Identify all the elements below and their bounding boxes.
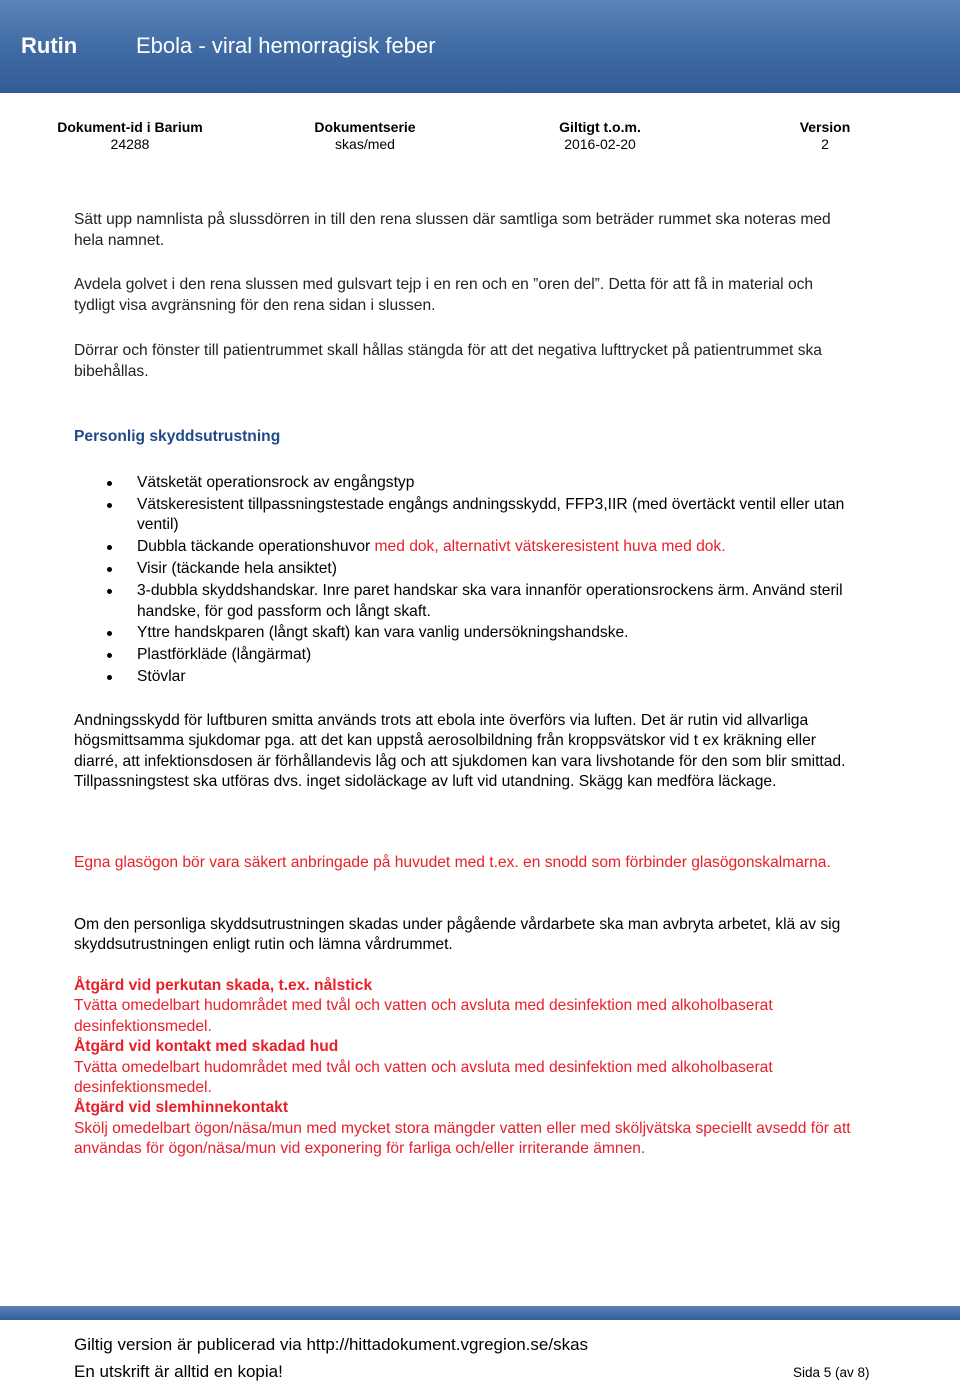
paragraph-namelist: Sätt upp namnlista på slussdörren in till den rena slussen där samtliga som beträder rummet ska noteras med hela namnet. xyxy=(74,211,831,249)
list-item-text: Visir (täckande hela ansiktet) xyxy=(137,560,337,578)
list-item-text: Plastförkläde (långärmat) xyxy=(137,646,312,664)
list-item xyxy=(74,667,874,688)
paragraph-floor-marking: Avdela golvet i den rena slussen med gulsvart tejp i en ren och en ”oren del”. Detta för att få in material och tydligt visa avgränsning för den rena sidan i slussen. xyxy=(74,276,814,314)
doc-type-label: Rutin xyxy=(21,33,78,58)
meta-document-series xyxy=(300,119,430,153)
list-item xyxy=(74,495,874,536)
meta-version xyxy=(780,119,870,153)
meta-label: Version xyxy=(799,119,851,135)
action-text: Tvätta omedelbart hudområdet med tvål och vatten och avsluta med desinfektion med alkoholbaserat desinfektionsmedel. xyxy=(74,1058,773,1097)
fit-test-text: Tillpassningstest ska utföras dvs. inget sidoläckage av luft vid utandning. Skägg kan medföra läckage. xyxy=(74,773,777,791)
page-number: Sida 5 (av 8) xyxy=(793,1365,870,1380)
actions-section xyxy=(74,976,854,1160)
ppe-list xyxy=(74,473,874,689)
action-text: Skölj omedelbart ögon/näsa/mun med mycket stora mängder vatten eller med sköljvätska speciellt avsedd för att användas för ögon/näsa/mun vid exponering för farliga och/eller irriterande ämnen. xyxy=(74,1119,851,1158)
meta-document-id xyxy=(55,119,205,153)
action-text: Tvätta omedelbart hudområdet med tvål och vatten och avsluta med desinfektion med alkoholbaserat desinfektionsmedel. xyxy=(74,997,773,1035)
list-item xyxy=(74,581,874,622)
meta-label: Dokument-id i Barium xyxy=(57,119,203,135)
damage-paragraph: Om den personliga skyddsutrustningen skadas under pågående vårdarbete ska man avbryta arbetet, klä av sig skyddsutrustningen enligt rutin och lämna vårdrummet. xyxy=(74,916,841,954)
respirator-text: Andningsskydd för luftburen smitta används trots att ebola inte överförs via luften. Det är rutin vid allvarliga högsmittsamma sjukdomar pga. att det kan uppstå aerosolbildning från kroppsvätskor vid t ex kräkning eller diarré, att infektionsdosen är förhållandevis låg och att sjukdomen kan vara livshotande för den som blir smittad. xyxy=(74,712,846,770)
list-item-text: Vätskeresistent tillpassningstestade engångs andningsskydd, FFP3,IIR (med övertäckt ventil eller utan ventil) xyxy=(137,495,845,534)
paragraph-doors-windows: Dörrar och fönster till patientrummet skall hållas stängda för att det negativa lufttrycket på patientrummet ska bibehållas. xyxy=(74,342,822,380)
footer-bar xyxy=(0,1306,960,1320)
action-title: Åtgärd vid perkutan skada, t.ex. nålstick xyxy=(74,977,373,994)
meta-valid-until xyxy=(545,119,655,153)
list-item xyxy=(74,645,874,666)
action-title: Åtgärd vid kontakt med skadad hud xyxy=(74,1038,339,1056)
list-item-text: 3-dubbla skyddshandskar. Inre paret handskar ska vara innanför operationsrockens ärm. Använd steril handske, för god passform och långt skaft. xyxy=(137,582,843,620)
list-item xyxy=(74,559,874,580)
glasses-paragraph: Egna glasögon bör vara säkert anbringade på huvudet med t.ex. en snodd som förbinder glasögonskalmarna. xyxy=(74,854,831,871)
list-item xyxy=(74,623,874,644)
meta-value: 24288 xyxy=(110,136,150,152)
list-item-red-text: med dok, alternativt vätskeresistent huva med dok. xyxy=(374,538,726,556)
list-item-text: Vätsketät operationsrock av engångstyp xyxy=(137,474,415,491)
respirator-paragraph xyxy=(74,711,854,793)
list-item-text: Yttre handskparen (långt skaft) kan vara vanlig undersökningshandske. xyxy=(137,624,629,642)
meta-value: skas/med xyxy=(335,136,395,152)
meta-value: 2 xyxy=(821,136,829,152)
document-title: Ebola - viral hemorragisk feber xyxy=(136,33,436,58)
list-item xyxy=(74,473,874,494)
meta-label: Dokumentserie xyxy=(314,119,416,135)
action-title: Åtgärd vid slemhinnekontakt xyxy=(74,1099,289,1117)
list-item-text: Dubbla täckande operationshuvor xyxy=(137,538,375,556)
list-item xyxy=(74,537,874,558)
footer-published-link: Giltig version är publicerad via http://hittadokument.vgregion.se/skas xyxy=(74,1335,589,1354)
footer-copy-notice: En utskrift är alltid en kopia! xyxy=(74,1362,283,1381)
meta-label: Giltigt t.o.m. xyxy=(559,119,641,135)
list-item-text: Stövlar xyxy=(137,668,186,686)
meta-value: 2016-02-20 xyxy=(564,136,636,152)
ppe-heading: Personlig skyddsutrustning xyxy=(74,428,281,445)
header-banner xyxy=(0,0,960,93)
